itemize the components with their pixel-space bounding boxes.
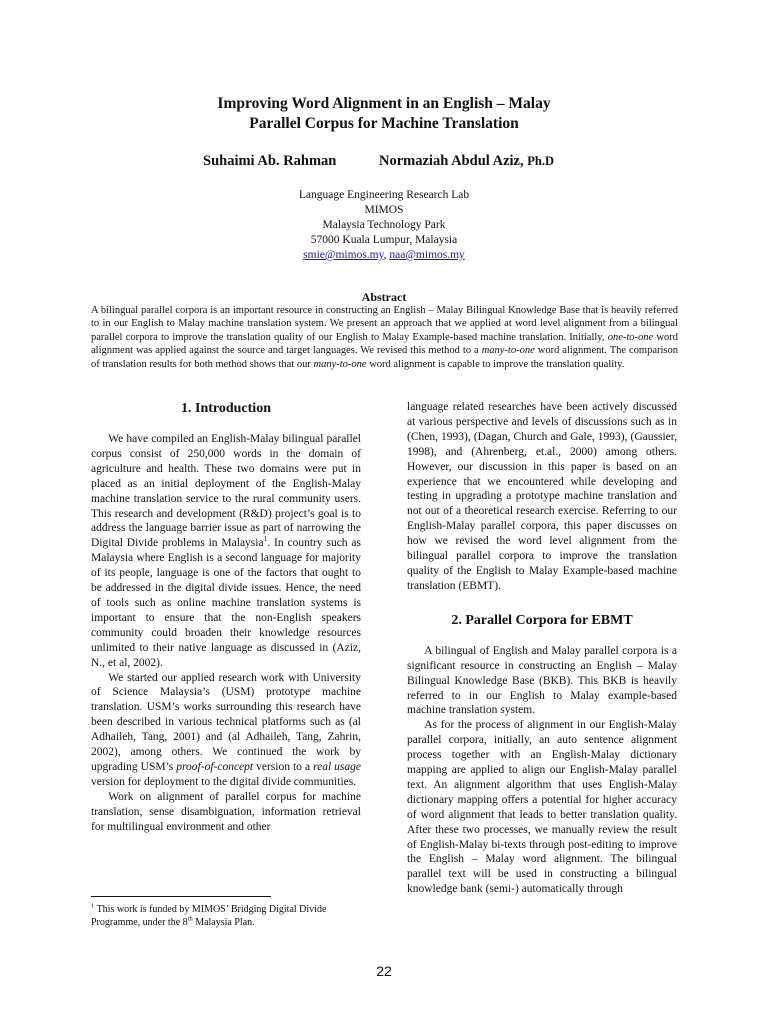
paper-title xyxy=(0,94,768,134)
intro-paragraph-2 xyxy=(91,671,361,790)
affiliation xyxy=(0,188,768,263)
abstract-heading: Abstract xyxy=(361,290,407,304)
paragraph-text: . In country such as Malaysia where English is a second language for majority of its people, language is one of the factors that ought to be addressed in the digital divide issues. Hence, the need of tools such as online machine translation systems is important to ensure that the non-English speakers community could broaden their knowledge resources unlimited to their native language as discussed in (Aziz, N., et al, 2002). xyxy=(91,537,361,669)
affiliation-lab: Language Engineering Research Lab xyxy=(298,189,470,201)
section-1-heading: 1. Introduction xyxy=(181,401,271,416)
footnote-superscript: th xyxy=(187,915,193,923)
page-number: 22 xyxy=(376,963,392,979)
left-column xyxy=(91,400,361,834)
email-separator: , xyxy=(383,249,387,261)
paragraph-text: We have compiled an English-Malay bilingual parallel corpus consist of 250,000 words in the domain of agriculture and health. These two domains were put in placed as an initial deployment of the English-Malay machine translation service to the rural community users. This research and development (R&D) project’s goal is to address the language barrier issue as part of narrowing the Digital Divide problems in Malaysia xyxy=(91,433,361,550)
email-link-2[interactable]: naa@mimos.my xyxy=(389,249,465,261)
footnote xyxy=(91,903,361,929)
abstract-part: word alignment. The comparison of translation results for both method shows that our xyxy=(91,345,678,370)
footnote-divider xyxy=(91,896,271,897)
section-2-paragraph-2: As for the process of alignment in our English-Malay parallel corpora, initially, an auto sentence alignment process together with an English-Malay dictionary mapping are applied to align our English-Malay parallel text. An alignment algorithm that uses English-Malay dictionary mapping offers a potential for higher accuracy of word alignment that leads to better translation quality. After these two processes, we manually review the result of English-Malay bi-texts through post-editing to improve the English – Malay word alignment. The bilingual parallel text will be used in constructing a bilingual knowledge bank (semi-) automatically through xyxy=(407,719,677,896)
intro-paragraph-3-continued: language related researches have been actively discussed at various perspective and levels of discussions such as in (Chen, 1993), (Dagan, Church and Gale, 1993), (Gaussier, 1998), and (Ahrenberg, et.al., 2000) among others. However, our discussion in this paper is based on an experience that we encountered while developing and testing in upgrading a prototype machine translation and not out of a theoretical research exercise. Referring to our English-Malay parallel corpora, this paper discusses on how we revised the word level alignment from the bilingual parallel corpora to improve the translation quality of the English to Malay Example-based machine translation (EBMT). xyxy=(407,401,677,592)
paragraph-text: version to a xyxy=(256,760,311,773)
paragraph-text: We started our applied research work with University of Science Malaysia’s (USM) prototype machine translation. USM’s works surrounding this research have been described in various technical platforms such as (al Adhaileh, Tang, 2001) and (al Adhaileh, Tang, Zahrin, 2002), among others. We continued the work by upgrading USM’s xyxy=(91,671,361,773)
author-1: Suhaimi Ab. Rahman xyxy=(203,153,337,169)
author-2 xyxy=(379,153,554,170)
title-line-2: Parallel Corpus for Machine Translation xyxy=(249,115,519,132)
author-2-degree: Ph.D xyxy=(527,154,554,168)
email-link-1[interactable]: smie@mimos.my xyxy=(303,249,384,261)
abstract-emphasis: many-to-one xyxy=(481,345,535,357)
affiliation-emails xyxy=(0,248,768,263)
affiliation-park: Malaysia Technology Park xyxy=(322,219,446,231)
abstract-part: word alignment is capable to improve the translation quality. xyxy=(369,358,625,370)
footnote-marker[interactable]: 1 xyxy=(263,534,268,544)
affiliation-org: MIMOS xyxy=(364,204,404,216)
section-2-heading: 2. Parallel Corpora for EBMT xyxy=(451,612,633,628)
footnote-text: This work is funded by MIMOS’ Bridging Digital Divide Programme, under the 8 xyxy=(91,904,327,928)
author-2-name: Normaziah Abdul Aziz, xyxy=(379,153,524,169)
affiliation-city: 57000 Kuala Lumpur, Malaysia xyxy=(310,234,458,246)
intro-paragraph-3: Work on alignment of parallel corpus for machine translation, sense disambiguation, information retrieval for multilingual environment and other xyxy=(91,790,361,833)
title-line-1: Improving Word Alignment in an English – Malay xyxy=(217,95,551,112)
abstract-part: word alignment was applied against the source and target languages. We revised this method to a xyxy=(91,331,678,357)
abstract-text xyxy=(91,304,678,371)
intro-paragraph-1 xyxy=(91,432,361,671)
abstract-emphasis: many-to-one xyxy=(313,358,367,370)
paragraph-emphasis: real usage xyxy=(313,760,361,773)
authors xyxy=(0,153,768,173)
right-column xyxy=(407,400,677,897)
paragraph-emphasis: proof-of-concept xyxy=(176,760,254,773)
footnote-text: Malaysia Plan. xyxy=(195,917,255,928)
footnote-number: 1 xyxy=(91,902,95,910)
abstract-emphasis: one-to-one xyxy=(607,331,654,343)
section-2-paragraph-1: A bilingual of English and Malay parallel corpora is a significant resource in constructing an English – Malay Bilingual Knowledge Base (BKB). This BKB is heavily referred to in our English to Malay example-based machine translation system. xyxy=(407,644,677,717)
paragraph-text: version for deployment to the digital divide communities. xyxy=(91,775,357,788)
abstract-part: A bilingual parallel corpora is an important resource in constructing an English – Malay Bilingual Knowledge Base that is heavily referred to in our English to Malay machine translation system. We present an approach that we applied at word level alignment from a bilingual parallel corpora to improve the translation quality of our English to Malay Example-based machine translation. Initially, xyxy=(91,305,678,343)
